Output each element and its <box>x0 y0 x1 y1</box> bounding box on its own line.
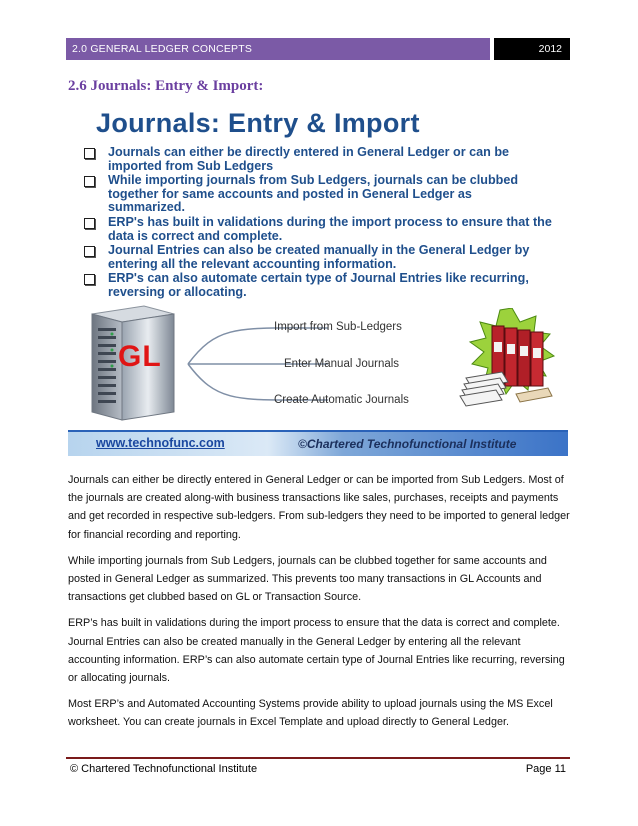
slide-bullet-list <box>82 146 552 301</box>
ledger-binders-icon <box>456 308 568 418</box>
checkbox-bullet-icon <box>84 246 95 257</box>
flow-target-manual: Enter Manual Journals <box>284 358 400 370</box>
paragraph: ERP’s has built in validations during the import process to ensure that the data is correct and complete. Journal Entries can also be created manually in the General Ledger by entering all the relevant accounting information. ERP’s can also automate certain type of Journal Entries like recurring, reversing or allocating journals. <box>68 617 565 685</box>
slide-bullet: Journal Entries can also be created manually in the General Ledger by entering all the relevant accounting information. <box>82 244 552 271</box>
gl-label: GL <box>118 340 162 373</box>
checkbox-bullet-icon <box>84 274 95 285</box>
slide-title: Journals: Entry & Import <box>96 108 420 138</box>
paragraph: While importing journals from Sub Ledgers, journals can be clubbed together for same accounts and posted in General Ledger as summarized. This prevents too many transactions in GL Accounts and transactions get clubbed based on GL or Transaction Source. <box>68 554 547 604</box>
body-text <box>68 471 570 740</box>
website-link[interactable]: www.technofunc.com <box>96 436 225 450</box>
slide-bullet: ERP's can also automate certain type of Journal Entries like recurring, reversing or allocating. <box>82 272 552 299</box>
page-footer <box>66 757 570 775</box>
flow-target-import: Import from Sub-Ledgers <box>274 321 402 333</box>
checkbox-bullet-icon <box>84 218 95 229</box>
checkbox-bullet-icon <box>84 176 95 187</box>
flow-target-automatic: Create Automatic Journals <box>274 394 409 406</box>
slide-figure <box>68 104 568 464</box>
slide-bullet: ERP's has built in validations during the import process to ensure that the data is correct and complete. <box>82 216 552 243</box>
slide-footer-band <box>68 430 568 456</box>
header-year: 2012 <box>490 38 570 60</box>
page-number: Page 11 <box>525 763 566 775</box>
slide-copyright: ©Chartered Technofunctional Institute <box>298 437 517 451</box>
section-title: 2.6 Journals: Entry & Import: <box>68 78 264 94</box>
paragraph: Journals can either be directly entered in General Ledger or can be imported from Sub Ledgers. Most of the journals are created along-with business transactions like sales, purchases, receipts and payments and get recorded in respective sub-ledgers. From sub-ledgers they need to be imported to general ledger for financial recording and reporting. <box>68 474 570 541</box>
footer-copyright: © Chartered Technofunctional Institute <box>70 763 258 775</box>
slide-bullet: Journals can either be directly entered in General Ledger or can be imported from Sub Ledgers <box>82 146 552 173</box>
journal-flow-diagram <box>68 304 568 424</box>
page-header <box>66 38 570 60</box>
checkbox-bullet-icon <box>84 148 95 159</box>
slide-bullet: While importing journals from Sub Ledgers, journals can be clubbed together for same accounts and posted in General Ledger as summarized. <box>82 174 552 215</box>
paragraph: Most ERP’s and Automated Accounting Systems provide ability to upload journals using the MS Excel worksheet. You can create journals in Excel Template and upload directly to General Ledger. <box>68 698 553 729</box>
chapter-title: 2.0 GENERAL LEDGER CONCEPTS <box>66 38 490 60</box>
